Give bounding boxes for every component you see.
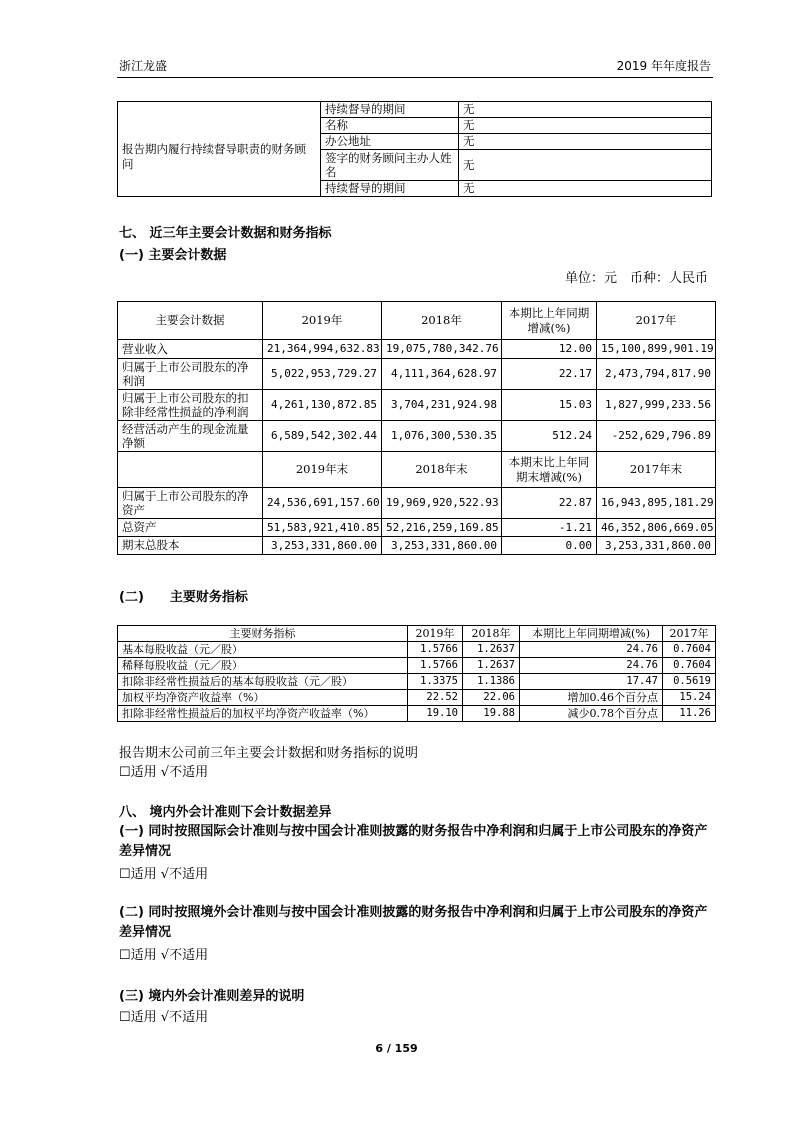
cell-value: 1.5766: [408, 658, 463, 674]
cell-value: 21,364,994,632.83: [263, 340, 382, 359]
cell-value: 12.00: [502, 340, 597, 359]
table-row: [118, 537, 716, 555]
cell-value: 16,943,895,181.29: [597, 488, 716, 519]
advisor-label: 持续督导的期间: [321, 102, 459, 118]
table-row: [118, 690, 716, 706]
cell-value: 1,827,999,233.56: [597, 390, 716, 421]
cell-value: -252,629,796.89: [597, 421, 716, 452]
cell-value: 0.5619: [663, 674, 716, 690]
cell-value: 0.7604: [663, 642, 716, 658]
cell-value: 减少0.78个百分点: [520, 706, 663, 722]
cell-value: 3,253,331,860.00: [382, 537, 502, 555]
table-row: [118, 359, 716, 390]
row-label: 归属于上市公司股东的扣除非经常性损益的净利润: [118, 390, 263, 421]
column-header: [118, 452, 263, 488]
cell-value: 19.10: [408, 706, 463, 722]
cell-value: 15.03: [502, 390, 597, 421]
advisor-label: 持续督导的期间: [321, 181, 459, 197]
section8-applicability-2: ☐适用 √不适用: [119, 948, 209, 963]
table-row: [118, 421, 716, 452]
indicator-note-applicability: ☐适用 √不适用: [119, 765, 209, 780]
advisor-table: [117, 101, 712, 197]
cell-value: 1.1386: [463, 674, 520, 690]
column-header: 2017年末: [597, 452, 716, 488]
column-header: 本期比上年同期增减(%): [520, 626, 663, 642]
cell-value: 1.5766: [408, 642, 463, 658]
row-label: 加权平均净资产收益率（%）: [118, 690, 408, 706]
table-row: [118, 674, 716, 690]
currency-unit: 单位：元 币种：人民币: [564, 271, 708, 286]
section8-subtitle-2: (二) 同时按照境外会计准则与按中国会计准则披露的财务报告中净利润和归属于上市公司股东的净资产差异情况: [119, 905, 708, 940]
cell-value: 24.76: [520, 642, 663, 658]
row-label: 扣除非经常性损益后的基本每股收益（元／股）: [118, 674, 408, 690]
cell-value: 3,704,231,924.98: [382, 390, 502, 421]
header-company: 浙江龙盛: [119, 59, 168, 73]
table-row: [118, 390, 716, 421]
page-number: 6 / 159: [375, 1042, 418, 1055]
advisor-label: 名称: [321, 118, 459, 134]
cell-value: 19.88: [463, 706, 520, 722]
section7-subtitle-1: (一) 主要会计数据: [119, 248, 227, 263]
cell-value: 19,969,920,522.93: [382, 488, 502, 519]
row-label: 营业收入: [118, 340, 263, 359]
section7-title: 七、 近三年主要会计数据和财务指标: [119, 226, 332, 241]
column-header: 本期比上年同期增减(%): [502, 302, 597, 340]
advisor-label: 办公地址: [321, 134, 459, 150]
table-header-row: [118, 302, 716, 340]
table-row: [118, 642, 716, 658]
section7-subtitle-2: (二) 主要财务指标: [119, 590, 248, 605]
cell-value: 0.7604: [663, 658, 716, 674]
cell-value: 5,022,953,729.27: [263, 359, 382, 390]
column-header: 2019年: [408, 626, 463, 642]
table-row: [118, 519, 716, 537]
cell-value: 3,253,331,860.00: [263, 537, 382, 555]
row-label: 基本每股收益（元／股）: [118, 642, 408, 658]
cell-value: 19,075,780,342.76: [382, 340, 502, 359]
row-label: 扣除非经常性损益后的加权平均净资产收益率（%）: [118, 706, 408, 722]
advisor-value: 无: [459, 150, 712, 181]
cell-value: 24,536,691,157.60: [263, 488, 382, 519]
cell-value: 22.52: [408, 690, 463, 706]
column-header: 2019年: [263, 302, 382, 340]
table-row: [118, 102, 712, 118]
table-row: [118, 118, 712, 134]
cell-value: 17.47: [520, 674, 663, 690]
advisor-value: 无: [459, 102, 712, 118]
cell-value: 22.87: [502, 488, 597, 519]
column-header: 2018年: [382, 302, 502, 340]
table-header-row: [118, 452, 716, 488]
column-header: 2017年: [663, 626, 716, 642]
row-label: 经营活动产生的现金流量净额: [118, 421, 263, 452]
header-report-title: 2019 年年度报告: [616, 59, 711, 73]
cell-value: 15.24: [663, 690, 716, 706]
cell-value: 22.17: [502, 359, 597, 390]
section8-subtitle-1: (一) 同时按照国际会计准则与按中国会计准则披露的财务报告中净利润和归属于上市公司股东的净资产差异情况: [119, 824, 708, 859]
column-header: 主要财务指标: [118, 626, 408, 642]
column-header: 2018年末: [382, 452, 502, 488]
cell-value: 24.76: [520, 658, 663, 674]
section8-subtitle-3: (三) 境内外会计准则差异的说明: [119, 989, 305, 1004]
table-row: [118, 658, 716, 674]
main-accounting-table: [117, 301, 716, 555]
financial-indicator-table: [117, 625, 716, 722]
cell-value: 46,352,806,669.05: [597, 519, 716, 537]
cell-value: 1,076,300,530.35: [382, 421, 502, 452]
cell-value: 增加0.46个百分点: [520, 690, 663, 706]
cell-value: 15,100,899,901.19: [597, 340, 716, 359]
cell-value: 2,473,794,817.90: [597, 359, 716, 390]
table-row: [118, 706, 716, 722]
advisor-group-label: 报告期内履行持续督导职责的财务顾问: [118, 118, 321, 197]
column-header: 主要会计数据: [118, 302, 263, 340]
cell-value: 3,253,331,860.00: [597, 537, 716, 555]
cell-value: 1.2637: [463, 642, 520, 658]
indicator-note: 报告期末公司前三年主要会计数据和财务指标的说明: [119, 746, 419, 761]
cell-value: 22.06: [463, 690, 520, 706]
cell-value: 512.24: [502, 421, 597, 452]
cell-value: 51,583,921,410.85: [263, 519, 382, 537]
cell-value: 4,261,130,872.85: [263, 390, 382, 421]
column-header: 本期末比上年同期末增减(%): [502, 452, 597, 488]
row-label: 归属于上市公司股东的净利润: [118, 359, 263, 390]
section8-applicability-1: ☐适用 √不适用: [119, 867, 209, 882]
column-header: 2018年: [463, 626, 520, 642]
column-header: 2019年末: [263, 452, 382, 488]
cell-value: -1.21: [502, 519, 597, 537]
cell-value: 52,216,259,169.85: [382, 519, 502, 537]
cell-value: 4,111,364,628.97: [382, 359, 502, 390]
section8-title: 八、 境内外会计准则下会计数据差异: [119, 805, 332, 820]
row-label: 期末总股本: [118, 537, 263, 555]
advisor-label: 签字的财务顾问主办人姓名: [321, 150, 459, 181]
advisor-value: 无: [459, 181, 712, 197]
cell-value: 11.26: [663, 706, 716, 722]
table-header-row: [118, 626, 716, 642]
header-divider: [117, 77, 713, 78]
section8-applicability-3: ☐适用 √不适用: [119, 1010, 209, 1025]
advisor-value: 无: [459, 118, 712, 134]
cell-value: 6,589,542,302.44: [263, 421, 382, 452]
cell-value: 0.00: [502, 537, 597, 555]
cell-value: 1.2637: [463, 658, 520, 674]
row-label: 总资产: [118, 519, 263, 537]
column-header: 2017年: [597, 302, 716, 340]
row-label: 稀释每股收益（元／股）: [118, 658, 408, 674]
row-label: 归属于上市公司股东的净资产: [118, 488, 263, 519]
table-row: [118, 488, 716, 519]
advisor-value: 无: [459, 134, 712, 150]
table-row: [118, 340, 716, 359]
cell-value: 1.3375: [408, 674, 463, 690]
